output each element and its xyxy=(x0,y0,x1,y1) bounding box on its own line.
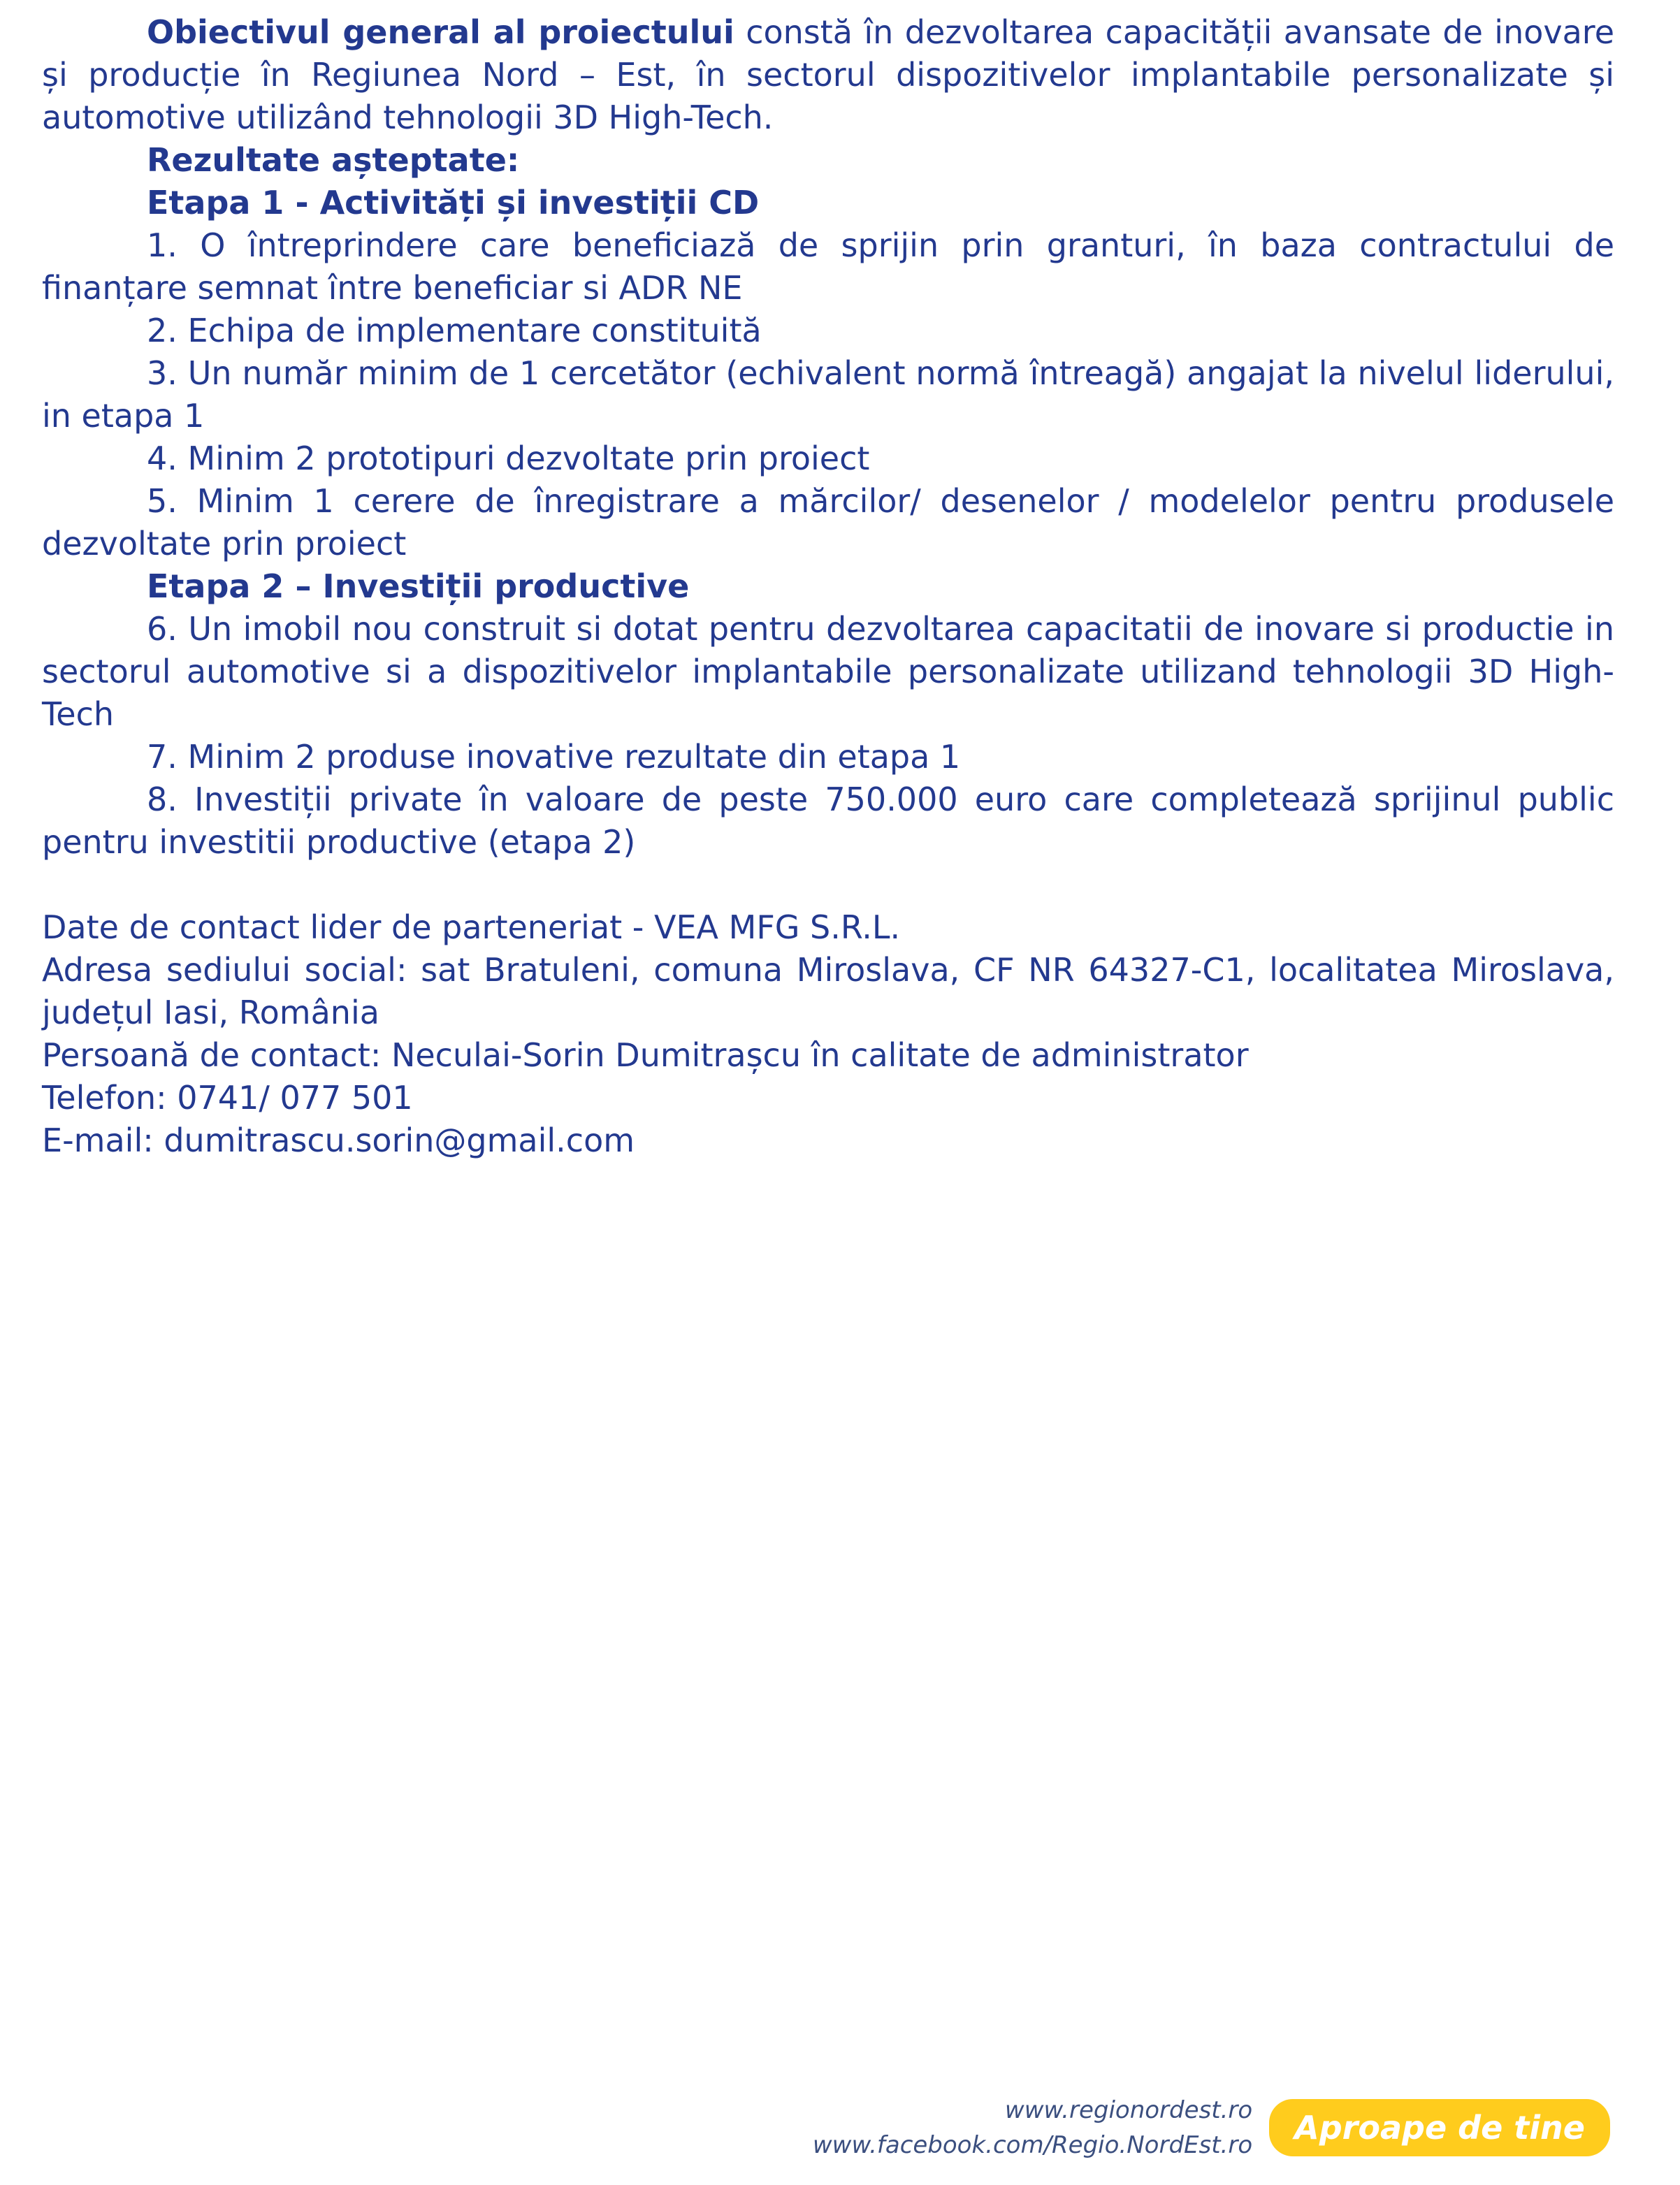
contact-title: Date de contact lider de parteneriat - VEA MFG S.R.L. xyxy=(42,908,901,946)
stage2-heading: Etapa 2 – Investiții productive xyxy=(147,567,690,605)
stage1-item-3: 3. Un număr minim de 1 cercetător (echivalent normă întreagă) angajat la nivelul liderului, in etapa 1 xyxy=(42,354,1614,435)
stage2-item-7: 7. Minim 2 produse inovative rezultate din etapa 1 xyxy=(147,738,961,776)
stage2-item-8: 8. Investiții private în valoare de peste 750.000 euro care completează sprijinul public pentru investitii productive (etapa 2) xyxy=(42,781,1614,861)
website-link[interactable]: www.regionordest.ro xyxy=(1004,2096,1253,2124)
stage1-item-4: 4. Minim 2 prototipuri dezvoltate prin proiect xyxy=(147,440,870,477)
stage1-item-1: 1. O întreprindere care beneficiază de sprijin prin granturi, în baza contractului de finanțare semnat între beneficiar si ADR NE xyxy=(42,226,1614,307)
footer-links xyxy=(813,2093,1252,2163)
page-footer xyxy=(813,2093,1610,2163)
objective-text: constă în dezvoltarea capacității avansate de inovare și producție în Regiunea Nord – Est, în sectorul dispozitivelor implantabile personalizate și automotive utilizând tehnologii 3D High-Tech. xyxy=(42,13,1615,136)
section-spacer xyxy=(42,864,1614,906)
stage1-item-5: 5. Minim 1 cerere de înregistrare a mărcilor/ desenelor / modelelor pentru produsele dezvoltate prin proiect xyxy=(42,482,1614,562)
document-body xyxy=(42,11,1614,1162)
contact-email[interactable]: E-mail: dumitrascu.sorin@gmail.com xyxy=(42,1121,635,1159)
objective-paragraph xyxy=(42,11,1614,139)
slogan-badge: Aproape de tine xyxy=(1269,2099,1610,2156)
facebook-link[interactable]: www.facebook.com/Regio.NordEst.ro xyxy=(812,2131,1253,2159)
contact-phone: Telefon: 0741/ 077 501 xyxy=(42,1079,413,1117)
stage2-item-6: 6. Un imobil nou construit si dotat pentru dezvoltarea capacitatii de inovare si productie in sectorul automotive si a dispozitivelor implantabile personalizate utilizand tehnologii 3D High-Tech xyxy=(42,610,1614,733)
objective-lead: Obiectivul general al proiectului xyxy=(147,13,734,51)
contact-person: Persoană de contact: Neculai-Sorin Dumitrașcu în calitate de administrator xyxy=(42,1036,1249,1074)
stage1-item-2: 2. Echipa de implementare constituită xyxy=(147,312,762,349)
contact-address: Adresa sediului social: sat Bratuleni, comuna Miroslava, CF NR 64327-C1, localitatea Miroslava, județul Iasi, România xyxy=(42,951,1614,1031)
results-heading: Rezultate așteptate: xyxy=(147,141,520,179)
stage1-heading: Etapa 1 - Activități și investiții CD xyxy=(147,184,760,222)
